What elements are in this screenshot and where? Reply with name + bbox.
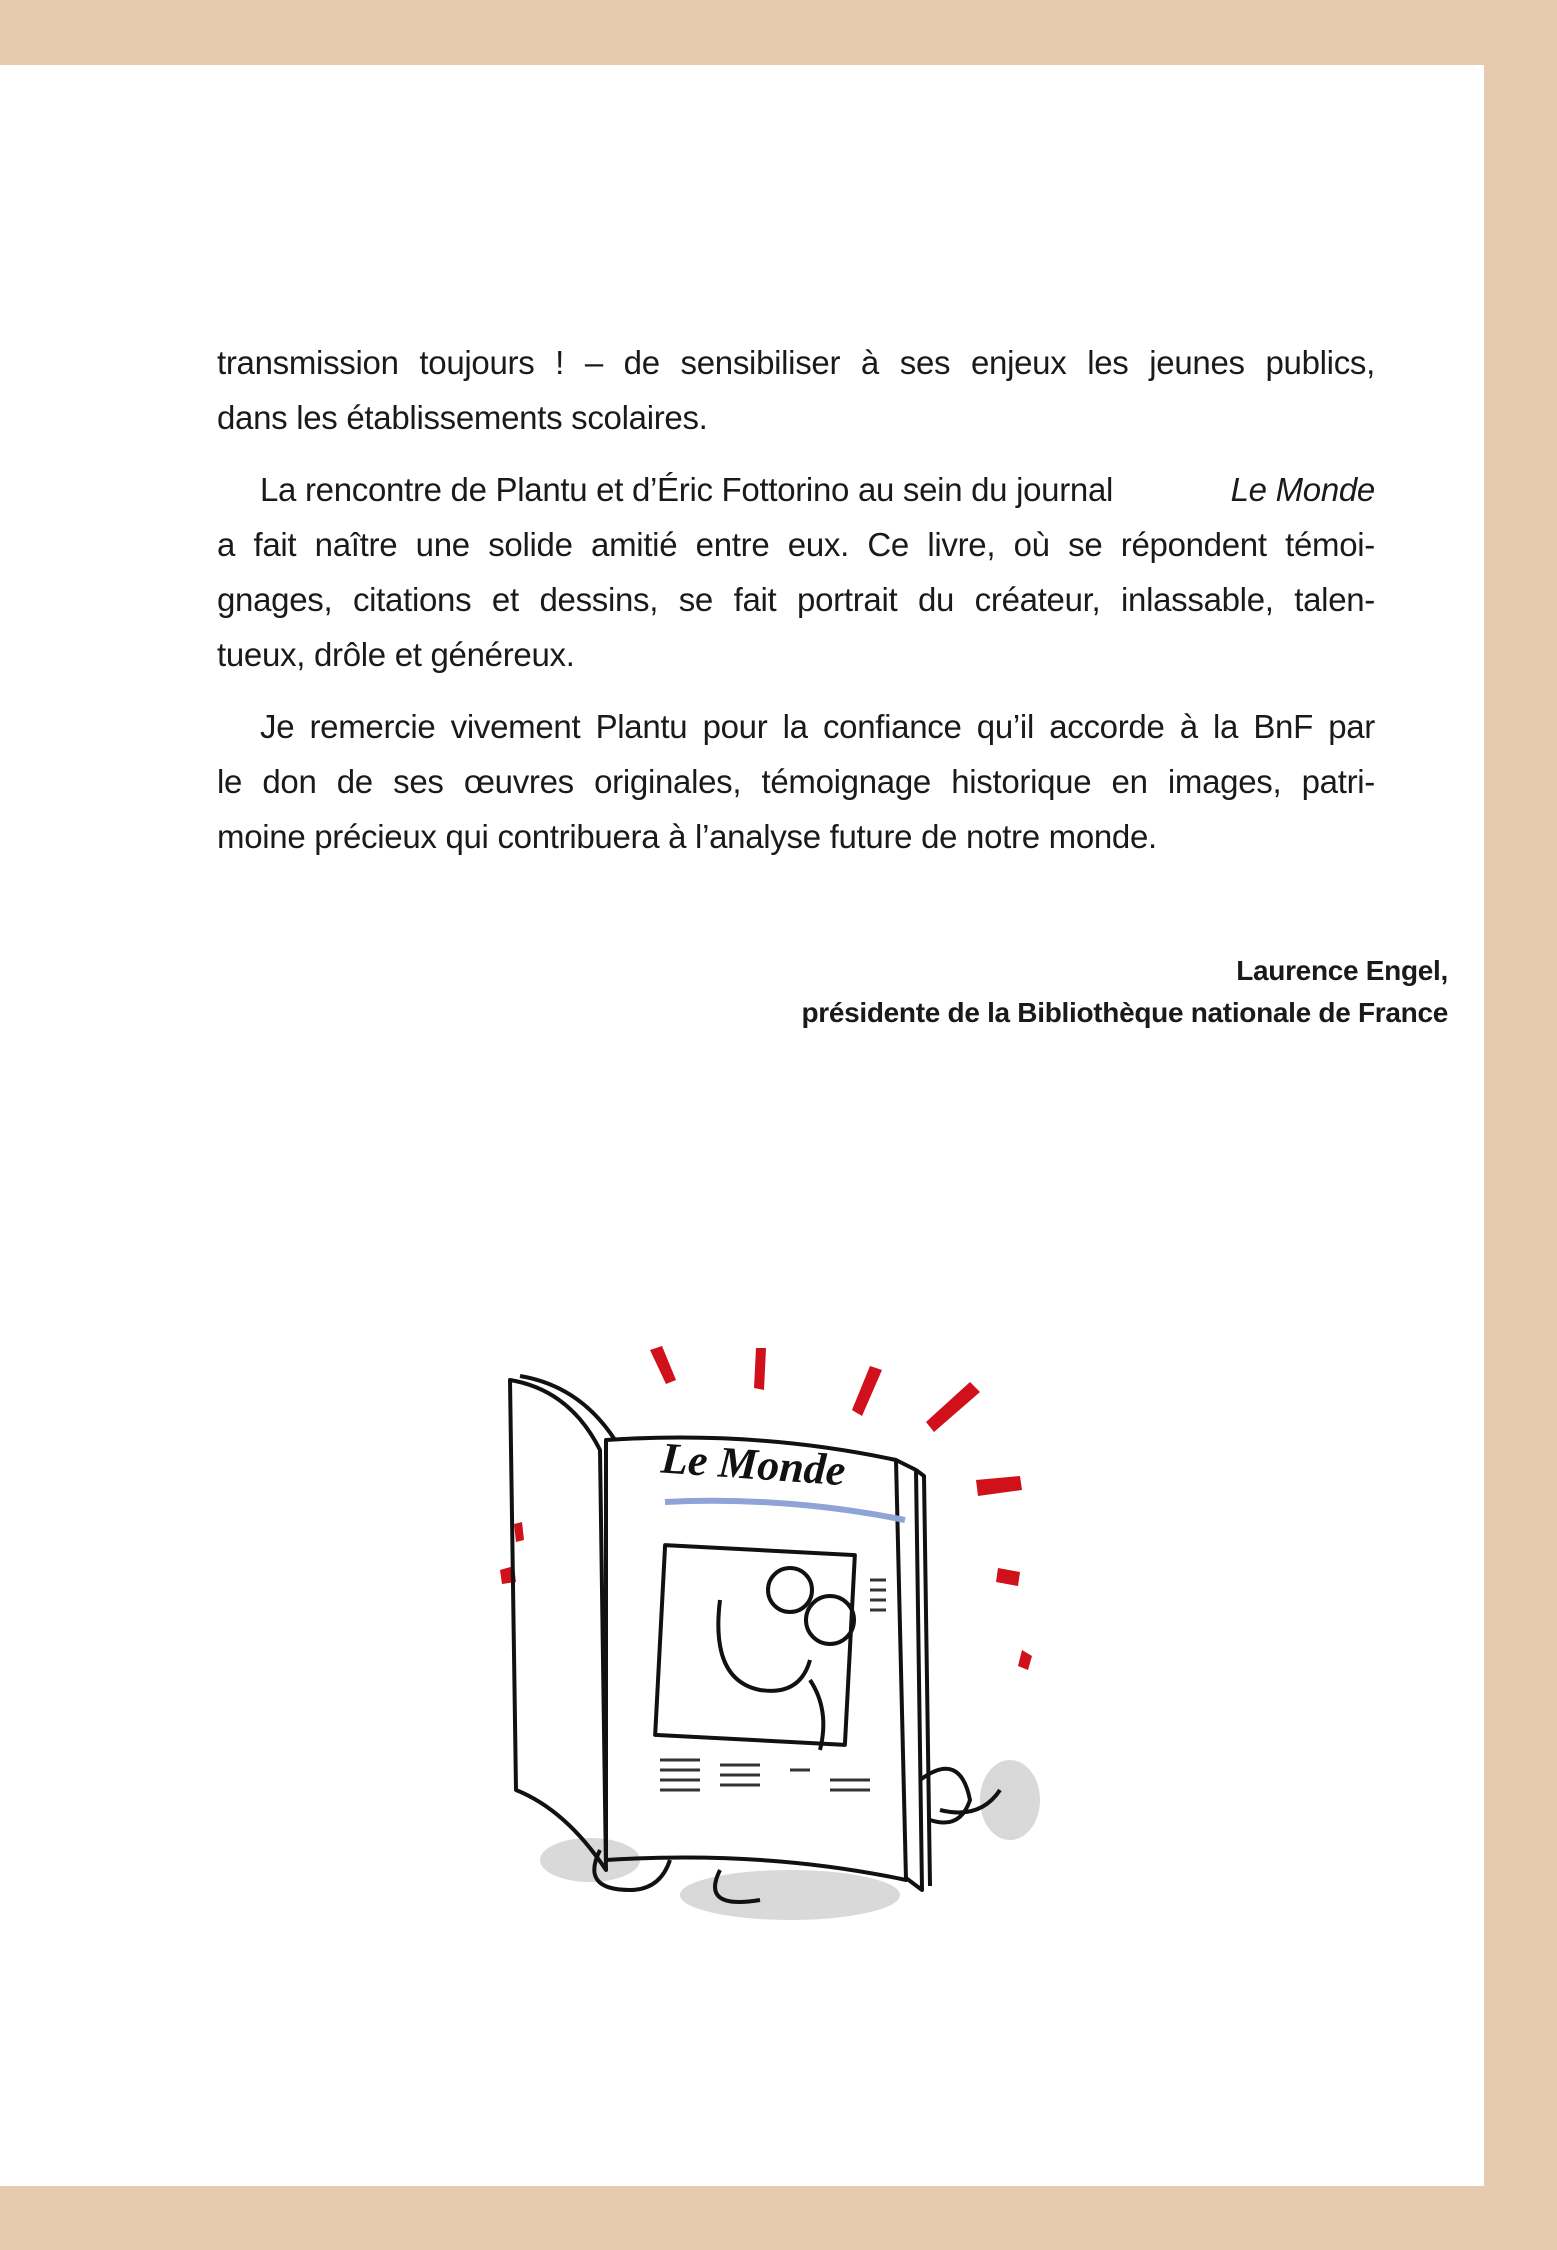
masthead-underline <box>665 1501 905 1520</box>
signature-name: Laurence Engel, <box>1236 955 1448 986</box>
text-line <box>217 462 1375 517</box>
text-line: transmission toujours ! – de sensibiliser à ses enjeux les jeunes publics, <box>217 344 1375 381</box>
burst-marks <box>500 1346 1032 1670</box>
text-line: moine précieux qui contribuera à l’analyse future de notre monde. <box>217 818 1157 855</box>
newspaper-masthead: Le Monde <box>659 1433 848 1496</box>
text-line: le don de ses œuvres originales, témoignage historique en images, patri- <box>217 763 1375 800</box>
text-span: La rencontre de Plantu et d’Éric Fottorino au sein du journal <box>260 471 1122 508</box>
journal-name: Le Monde <box>1230 471 1375 508</box>
text-line: Je remercie vivement Plantu pour la confiance qu’il accorde à la BnF par <box>260 708 1375 745</box>
text-line: gnages, citations et dessins, se fait portrait du créateur, inlassable, talen- <box>217 581 1375 618</box>
text-line: dans les établissements scolaires. <box>217 399 708 436</box>
text-line: a fait naître une solide amitié entre eux. Ce livre, où se répondent témoi- <box>217 526 1375 563</box>
newspaper-illustration <box>470 1340 1050 1940</box>
text-line: tueux, drôle et généreux. <box>217 636 575 673</box>
signature-title: présidente de la Bibliothèque nationale de France <box>801 997 1448 1028</box>
